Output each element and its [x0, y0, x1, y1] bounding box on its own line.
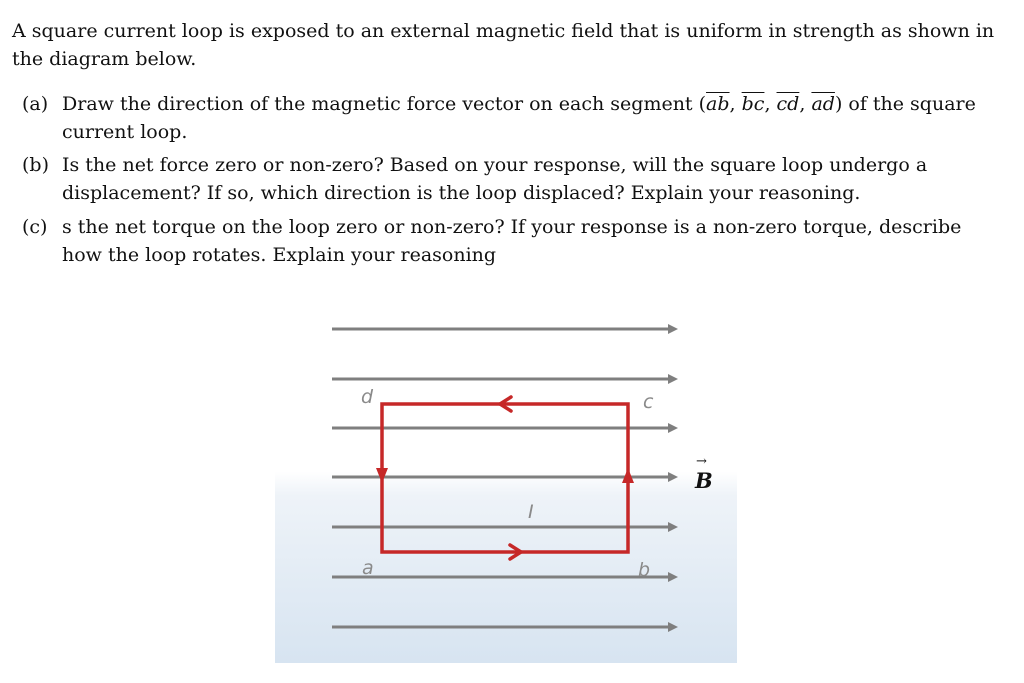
question-a-text: Draw the direction of the magnetic force vector on each segment ($\overline{ab}$, $\overline{bc}$, $\overline{cd}$, $\overline{ad}$) of the square current loop. [62, 93, 976, 143]
segment-bc: $\overline{bc}$ [741, 93, 765, 115]
problem-intro: A square current loop is exposed to an external magnetic field that is uniform in strength as shown in the diagram below. [12, 20, 995, 70]
question-b-label: (b) [22, 154, 49, 176]
segment-cd: $\overline{cd}$ [776, 93, 800, 115]
corner-label-a: a [362, 557, 374, 579]
question-a [22, 90, 1002, 146]
segment-ab: $\overline{ab}$ [706, 93, 730, 115]
corner-label-d: d [361, 386, 374, 408]
current-loop-diagram [275, 315, 745, 663]
question-a-label: (a) [22, 93, 49, 115]
question-c-text: s the net torque on the loop zero or non-zero? If your response is a non-zero torque, describe how the loop rotates. Explain your reasoning [62, 216, 962, 266]
field-label-b: B [695, 468, 713, 493]
field-vector-arrow: → [696, 454, 707, 469]
current-label: I [528, 501, 534, 523]
corner-label-c: c [643, 391, 654, 413]
segment-ad: $\overline{ad}$ [811, 93, 835, 115]
question-c [22, 213, 1002, 269]
question-b [22, 151, 1002, 207]
corner-label-b: b [638, 559, 651, 581]
question-c-label: (c) [22, 216, 48, 238]
diagram-background [275, 315, 737, 663]
question-b-text: Is the net force zero or non-zero? Based on your response, will the square loop undergo a displacement? If so, which direction is the loop displaced? Explain your reasoning. [62, 154, 928, 204]
